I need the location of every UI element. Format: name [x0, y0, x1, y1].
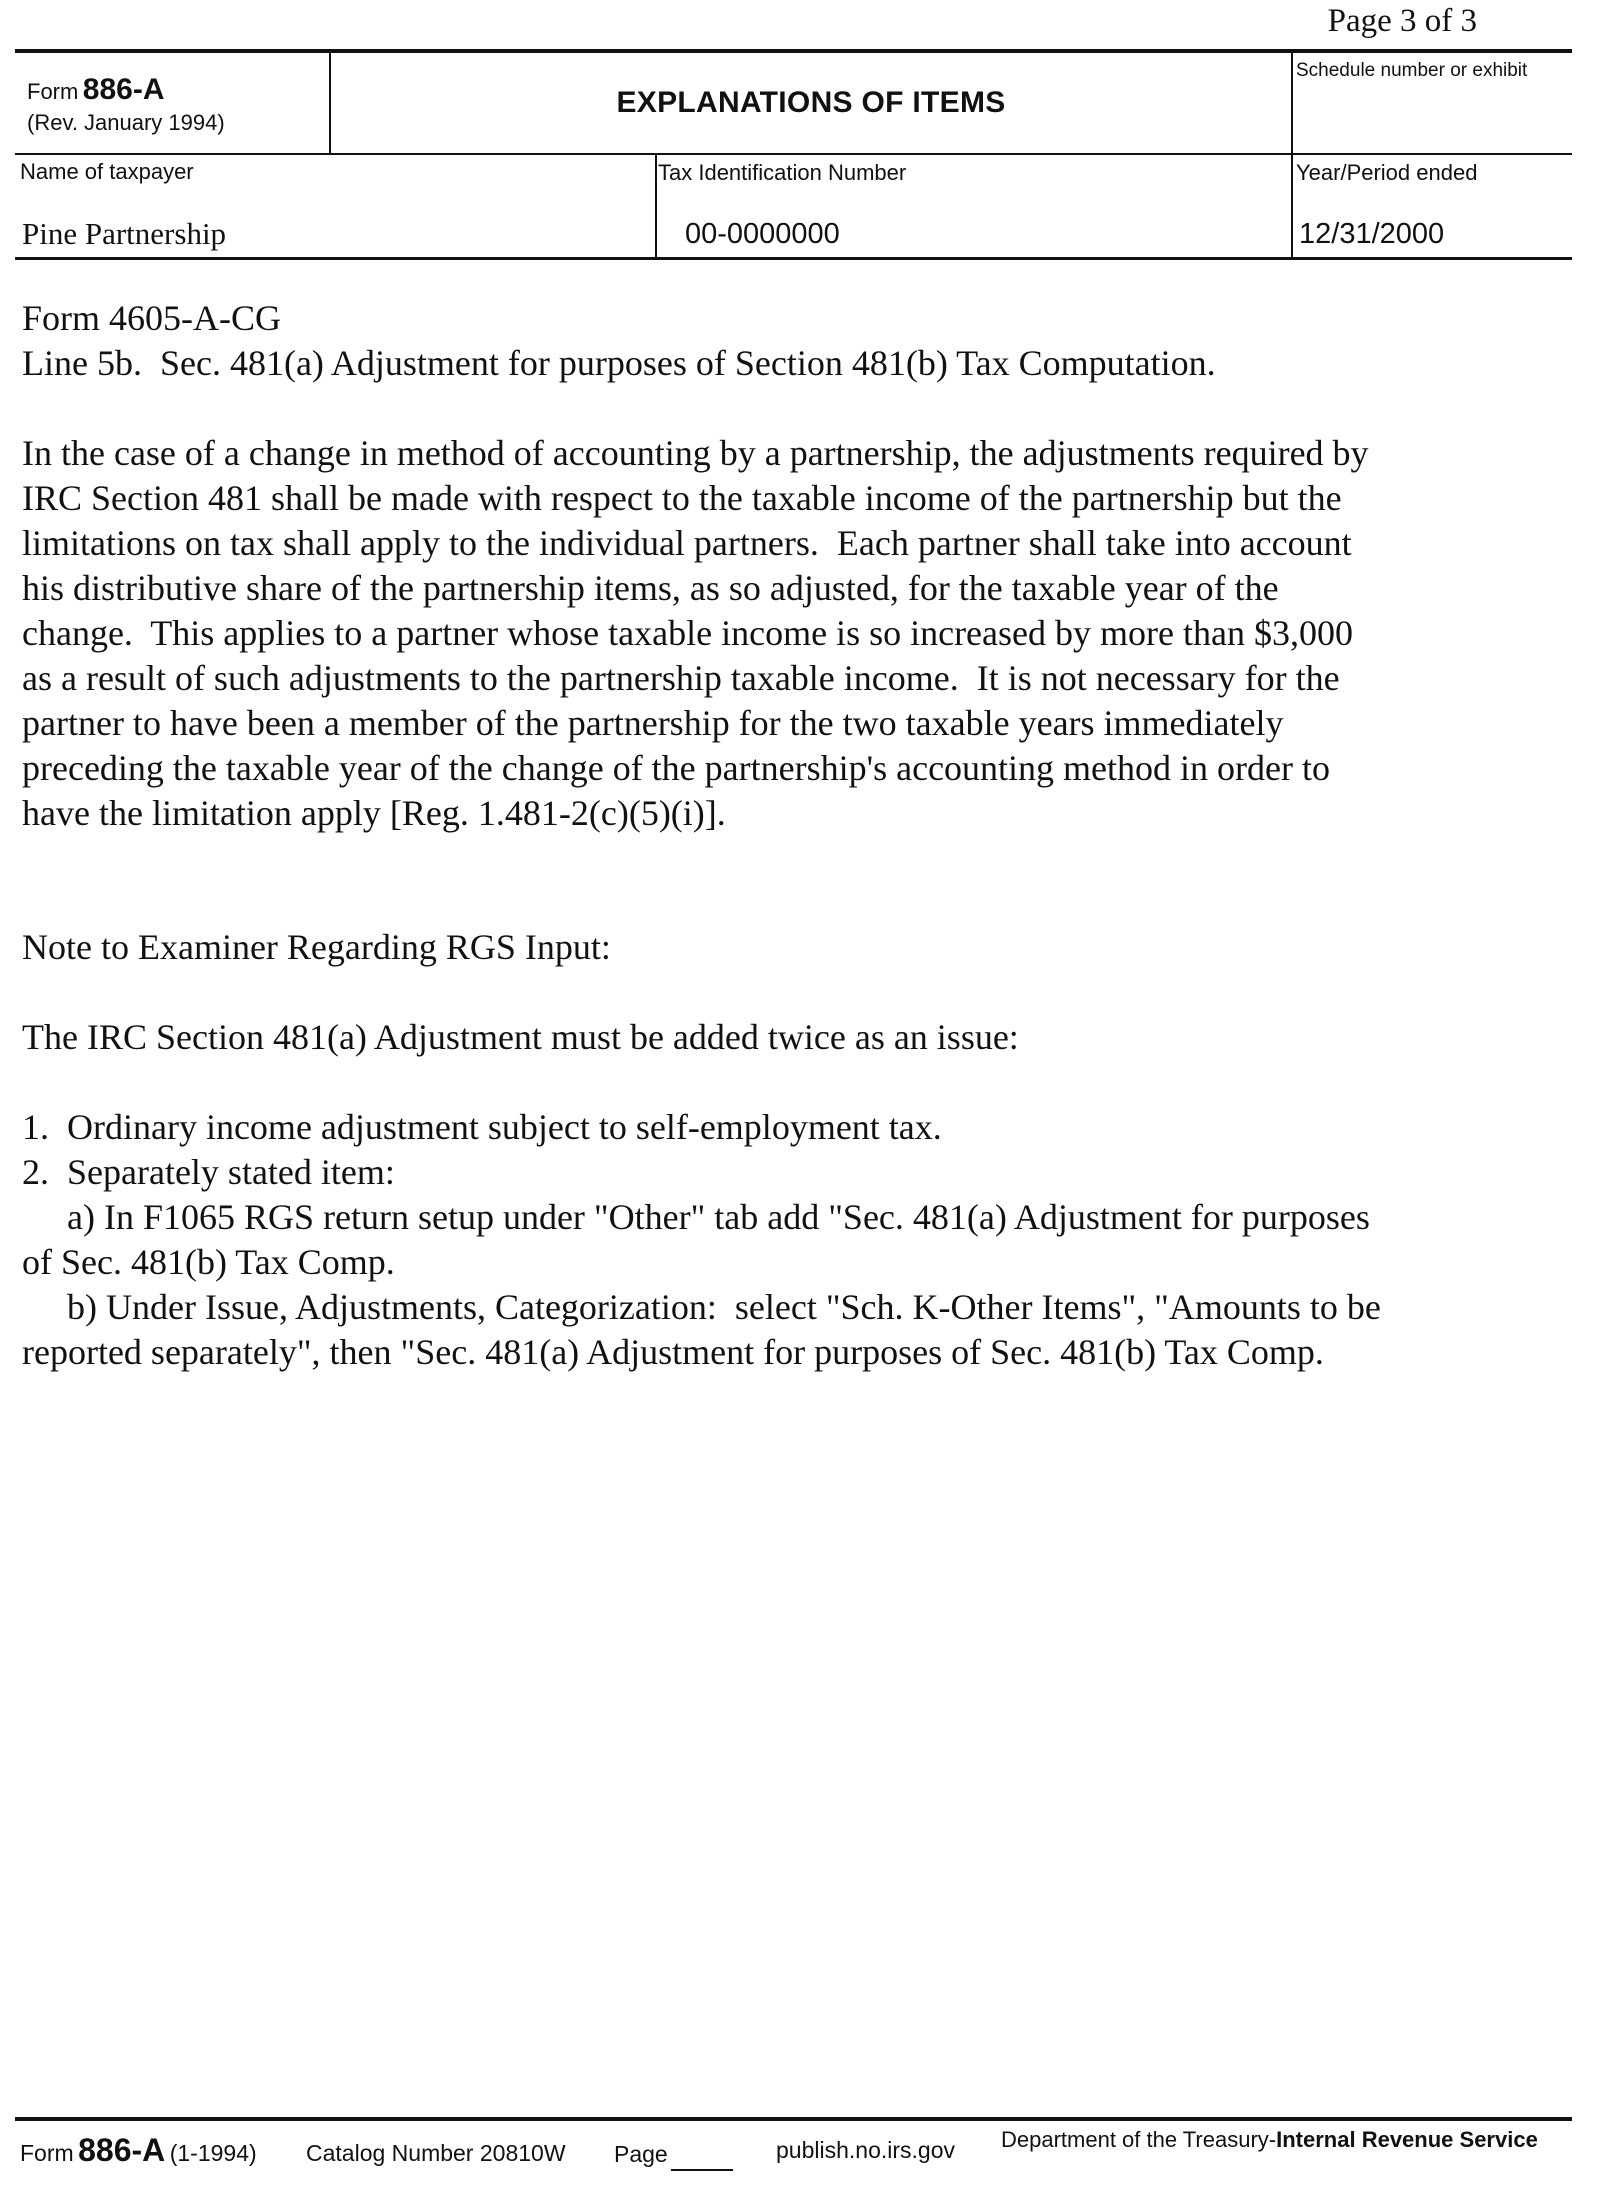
- explanation-paragraph: [22, 431, 1542, 836]
- header-bottom-rule: [15, 257, 1572, 260]
- paragraph-line: preceding the taxable year of the change of the partnership's accounting method in order to: [22, 748, 1330, 788]
- paragraph-line: partner to have been a member of the partnership for the two taxable years immediately: [22, 703, 1284, 743]
- header-top-rule: [15, 49, 1572, 53]
- paragraph-line: have the limitation apply [Reg. 1.481-2(c)(5)(i)].: [22, 793, 726, 833]
- tin-label: Tax Identification Number: [658, 160, 907, 185]
- paragraph-line: change. This applies to a partner whose taxable income is so increased by more than $3,000: [22, 613, 1353, 653]
- footer-page-label: Page: [614, 2141, 668, 2167]
- list-item: 2. Separately stated item:: [22, 1152, 395, 1192]
- list-item: b) Under Issue, Adjustments, Categorization: select "Sch. K-Other Items", "Amounts to be: [22, 1287, 1381, 1327]
- form-prefix: Form: [27, 79, 79, 104]
- taxpayer-name-label: Name of taxpayer: [20, 159, 194, 184]
- list-item: 1. Ordinary income adjustment subject to self-employment tax.: [22, 1107, 942, 1147]
- form-revision: (Rev. January 1994): [27, 110, 225, 135]
- note-heading: Note to Examiner Regarding RGS Input:: [22, 927, 611, 967]
- form-identifier: [27, 73, 165, 107]
- paragraph-line: his distributive share of the partnership items, as so adjusted, for the taxable year of the: [22, 568, 1279, 608]
- footer-website: publish.no.irs.gov: [776, 2137, 955, 2163]
- paragraph-line: as a result of such adjustments to the partnership taxable income. It is not necessary for the: [22, 658, 1340, 698]
- rgs-input-list: [22, 1105, 1542, 1375]
- list-item: reported separately", then "Sec. 481(a) Adjustment for purposes of Sec. 481(b) Tax Comp.: [22, 1332, 1324, 1372]
- line-reference: Line 5b. Sec. 481(a) Adjustment for purposes of Section 481(b) Tax Computation.: [22, 343, 1216, 383]
- paragraph-line: IRC Section 481 shall be made with respect to the taxable income of the partnership but the: [22, 478, 1342, 518]
- tin-value: 00-0000000: [685, 218, 840, 250]
- department-prefix: Department of the Treasury-: [1001, 2127, 1277, 2152]
- department-bold: Internal Revenue Service: [1276, 2127, 1538, 2152]
- page-number: Page 3 of 3: [1327, 3, 1477, 39]
- paragraph-line: In the case of a change in method of accounting by a partnership, the adjustments required by: [22, 433, 1369, 473]
- form-reference: Form 4605-A-CG: [22, 298, 281, 338]
- taxpayer-name-value: Pine Partnership: [22, 216, 227, 251]
- form-number: 886-A: [82, 73, 165, 106]
- year-period-label: Year/Period ended: [1296, 160, 1478, 185]
- department-credit: [1001, 2127, 1538, 2153]
- list-item: of Sec. 481(b) Tax Comp.: [22, 1242, 395, 1282]
- form-title: EXPLANATIONS OF ITEMS: [616, 86, 1006, 119]
- schedule-label: Schedule number or exhibit: [1296, 60, 1528, 81]
- list-item: a) In F1065 RGS return setup under "Other" tab add "Sec. 481(a) Adjustment for purposes: [22, 1197, 1370, 1237]
- catalog-number: Catalog Number 20810W: [306, 2140, 566, 2166]
- paragraph-line: limitations on tax shall apply to the individual partners. Each partner shall take into account: [22, 523, 1352, 563]
- footer-rule: [15, 2117, 1572, 2121]
- note-intro: The IRC Section 481(a) Adjustment must be added twice as an issue:: [22, 1017, 1019, 1057]
- footer-form-revision: (1-1994): [169, 2140, 257, 2166]
- year-period-value: 12/31/2000: [1299, 218, 1445, 250]
- header-middle-rule: [15, 153, 1572, 155]
- footer-page-field: [671, 2141, 733, 2171]
- footer-form-number: 886-A: [78, 2132, 166, 2168]
- footer-form-prefix: Form: [20, 2140, 74, 2166]
- footer-form-identifier: [20, 2132, 257, 2169]
- tin-divider: [655, 154, 657, 257]
